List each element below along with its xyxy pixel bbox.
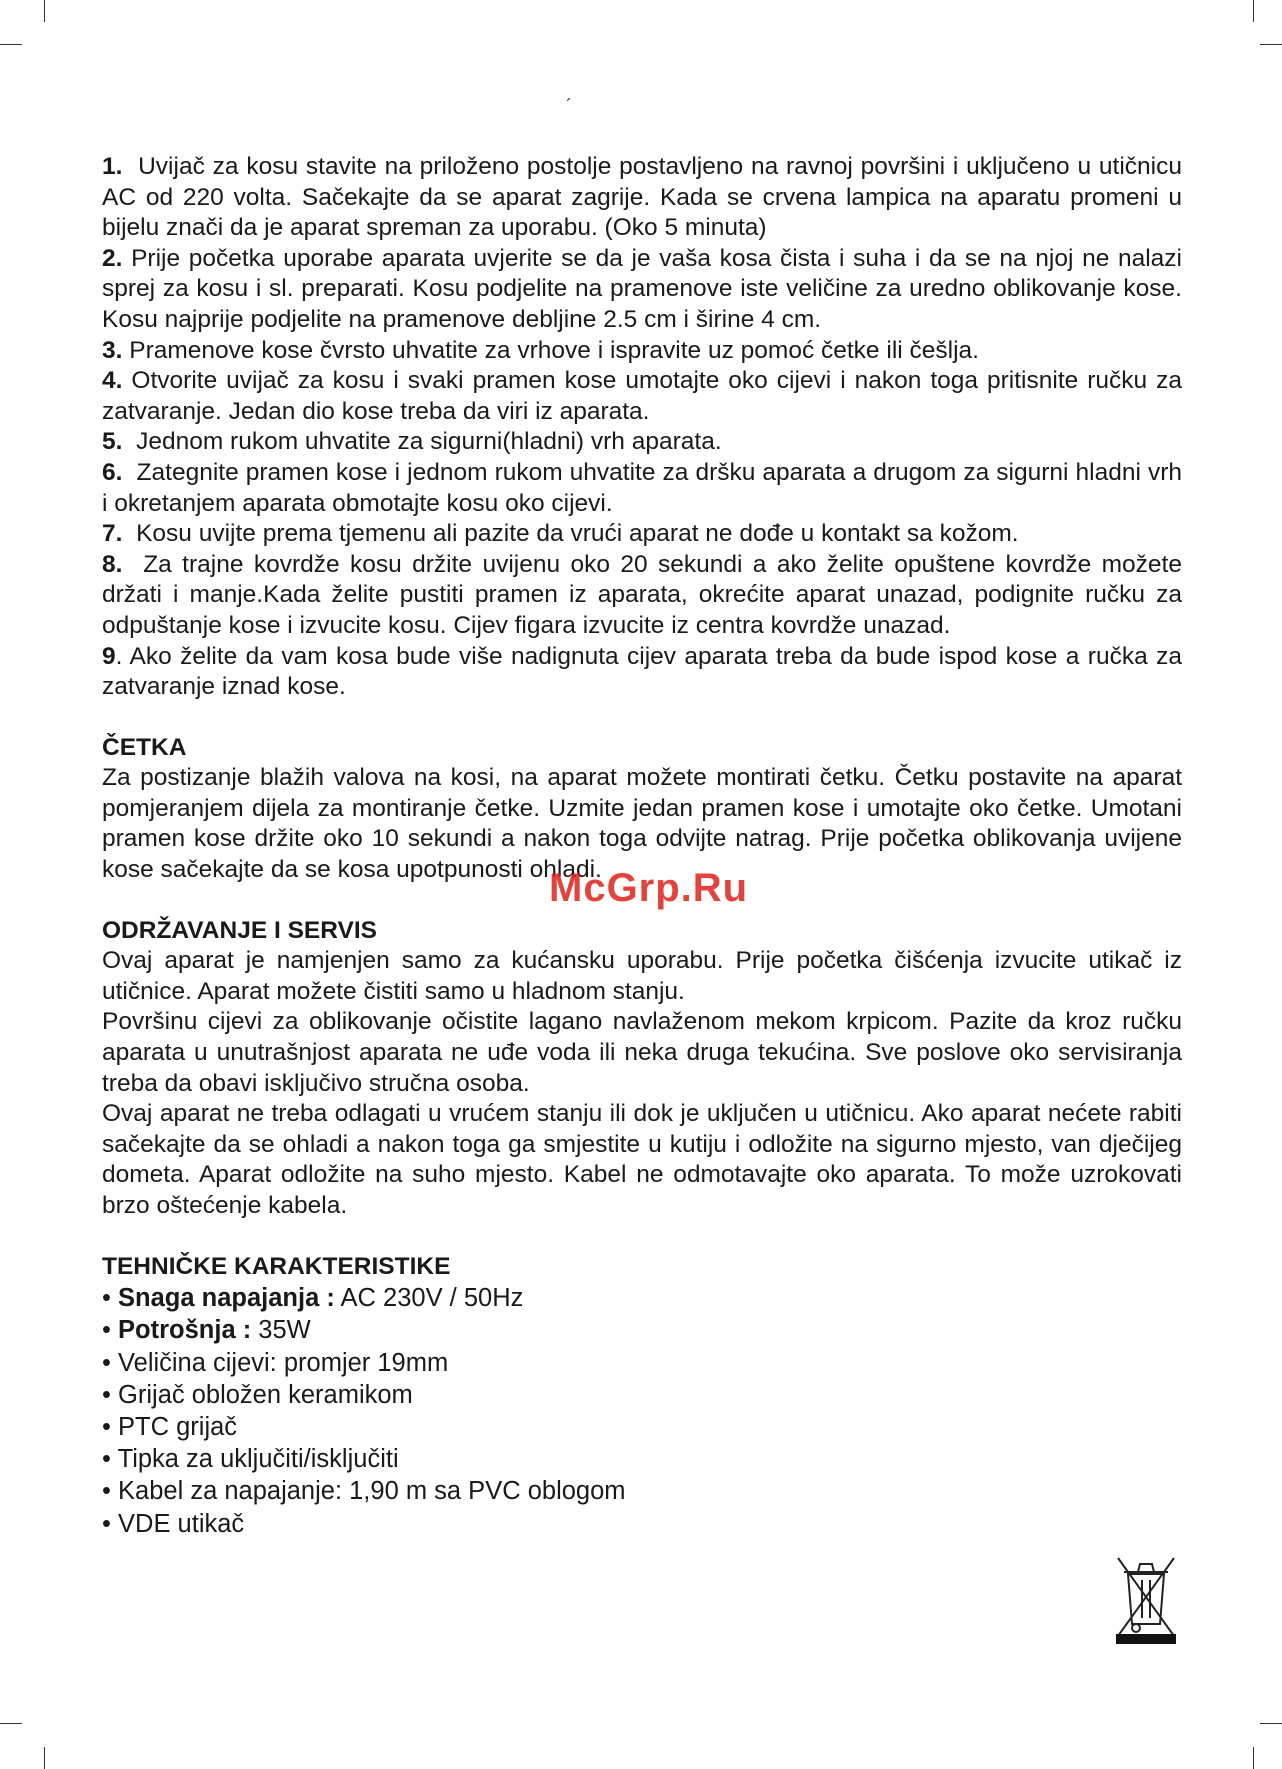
- section-heading-servis: ODRŽAVANJE I SERVIS: [102, 916, 378, 944]
- step-8: [102, 550, 1182, 642]
- step-text: Jednom rukom uhvatite za sigurni(hladni) vrh aparata.: [136, 428, 722, 456]
- crop-mark: [44, 1747, 45, 1769]
- step-number: 1.: [102, 153, 123, 180]
- step-text: Prije početka uporabe aparata uvjerite se da je vaša kosa čista i suha i da se na njoj ne nalazi sprej za kosu i sl. preparati. Kosu podjelite na pramenove iste veličine za uredno oblikovanje kose. Kosu najprije podjelite na pramenove debljine 2.5 cm i širine 4 cm.: [102, 244, 1182, 333]
- step-number: 2.: [102, 244, 123, 272]
- watermark: McGrp.Ru: [549, 866, 749, 910]
- step-number: 9: [102, 642, 116, 670]
- step-text: Otvorite uvijač za kosu i svaki pramen kose umotajte oko cijevi i nakon toga pritisnite ručku za zatvaranje. Jedan dio kose treba da viri iz aparata.: [102, 367, 1182, 425]
- step-number: 5.: [102, 428, 123, 456]
- spec-label: Snaga napajanja :: [118, 1284, 335, 1313]
- crop-mark: [1260, 44, 1282, 45]
- step-text: Kosu uvijte prema tjemenu ali pazite da vrući aparat ne dođe u kontakt sa kožom.: [136, 520, 1019, 548]
- step-text: . Ako želite da vam kosa bude više nadignuta cijev aparata treba da bude ispod kose a ručka za zatvaranje iznad kose.: [102, 642, 1182, 701]
- step-6: [102, 458, 1182, 519]
- spec-value: 35W: [251, 1316, 311, 1345]
- step-text: Zategnite pramen kose i jednom rukom uhvatite za dršku aparata a drugom za sigurni hladni vrh i okretanjem aparata obmotajte kosu oko cijevi.: [102, 458, 1182, 517]
- step-9: [102, 642, 1182, 703]
- step-text: Za trajne kovrdže kosu držite uvijenu oko 20 sekundi a ako želite opuštene kovrdže možete držati i manje.Kada želite pustiti pramen iz aparata, okrećite aparat unazad, podignite ručku za odpuštanje kose i izvucite kosu. Cijev figara izvucite iz centra kovrdže unazad.: [102, 550, 1182, 639]
- crop-mark: [44, 0, 45, 22]
- bullet: •: [102, 1316, 111, 1345]
- document-body: [102, 152, 1182, 1540]
- crop-mark: [1253, 1747, 1254, 1769]
- spec-item: [102, 1314, 1182, 1346]
- crop-mark: [0, 1723, 22, 1724]
- spec-value: Tipka za uključiti/isključiti: [117, 1445, 399, 1474]
- spec-item: [102, 1475, 1182, 1507]
- step-number: 7.: [102, 520, 123, 548]
- bullet: •: [102, 1477, 111, 1506]
- step-4: [102, 366, 1182, 427]
- bullet: •: [102, 1348, 111, 1377]
- bullet: •: [102, 1380, 111, 1409]
- spec-list: [102, 1282, 1182, 1540]
- spec-item: [102, 1379, 1182, 1411]
- spec-value: PTC grijač: [118, 1413, 238, 1441]
- servis-paragraph: Ovaj aparat ne treba odlagati u vrućem stanju ili dok je uključen u utičnicu. Ako aparat nećete rabiti sačekajte da se ohladi a nakon toga ga smjestite u kutiju i odložite na sigurno mjesto, van dječijeg dometa. Aparat odložite na suho mjesto. Kabel ne odmotavajte oko aparata. To može uzrokovati brzo oštećenje kabela.: [102, 1100, 1182, 1219]
- step-7: [102, 519, 1182, 550]
- step-number: 4.: [102, 367, 123, 395]
- step-text: Pramenove kose čvrsto uhvatite za vrhove i ispravite uz pomoć četke ili češlja.: [129, 336, 979, 364]
- crop-mark: [1253, 0, 1254, 22]
- step-text: Uvijač za kosu stavite na priloženo postolje postavljeno na ravnoj površini i uključeno u utičnicu AC od 220 volta. Sačekajte da se aparat zagrije. Kada se crvena lampica na aparatu promeni u bijelu znači da je aparat spreman za uporabu. (Oko 5 minuta): [102, 153, 1182, 242]
- cetka-paragraph: Za postizanje blažih valova na kosi, na aparat možete montirati četku. Četku postavite na aparat pomjeranjem dijela za montiranje četke. Uzmite jedan pramen kose i umotajte oko četke. Umotani pramen kose držite oko 10 sekundi a nakon toga odvijte natrag. Prije početka oblikovanja uvijene kose sačekajte da se kosa upotpunosti ohladi.: [102, 764, 1182, 884]
- crop-mark: [0, 44, 22, 45]
- step-number: 8.: [102, 550, 123, 578]
- spec-item: [102, 1282, 1182, 1314]
- bullet: •: [102, 1509, 111, 1538]
- servis-paragraph: Ovaj aparat je namjenjen samo za kućansku uporabu. Prije početka čišćenja izvucite utikač iz utičnice. Aparat možete čistiti samo u hladnom stanju.: [102, 947, 1182, 1005]
- step-1: [102, 152, 1182, 244]
- step-number: 6.: [102, 458, 123, 486]
- spec-label: Potrošnja :: [118, 1316, 252, 1345]
- spec-value: Veličina cijevi: promjer 19mm: [118, 1348, 449, 1377]
- spec-item: [102, 1347, 1182, 1379]
- bullet: •: [102, 1445, 111, 1474]
- crossed-bin-icon: [1114, 1552, 1178, 1644]
- bullet: •: [102, 1413, 111, 1441]
- spec-item: [102, 1443, 1182, 1475]
- spec-item: [102, 1508, 1182, 1540]
- spec-value: AC 230V / 50Hz: [334, 1284, 524, 1313]
- spec-value: VDE utikač: [118, 1509, 245, 1538]
- step-2: [102, 244, 1182, 336]
- section-heading-cetka: ČETKA: [102, 733, 187, 761]
- section-heading-tech: TEHNIČKE KARAKTERISTIKE: [102, 1252, 451, 1280]
- spec-value: Grijač obložen keramikom: [118, 1380, 413, 1409]
- spec-value: Kabel za napajanje: 1,90 m sa PVC oblogom: [118, 1477, 626, 1506]
- servis-paragraph: Površinu cijevi za oblikovanje očistite lagano navlaženom mekom krpicom. Pazite da kroz ručku aparata u unutrašnjost aparata ne uđe voda ili neka druga tekućina. Sve poslove oko servisiranja treba da obavi isključivo stručna osoba.: [102, 1008, 1182, 1097]
- step-3: [102, 336, 1182, 367]
- step-5: [102, 427, 1182, 458]
- accent-mark: ´: [566, 96, 572, 116]
- crop-mark: [1260, 1723, 1282, 1724]
- spec-item: [102, 1411, 1182, 1443]
- step-number: 3.: [102, 336, 123, 364]
- bullet: •: [102, 1284, 111, 1313]
- steps-list: [102, 152, 1182, 703]
